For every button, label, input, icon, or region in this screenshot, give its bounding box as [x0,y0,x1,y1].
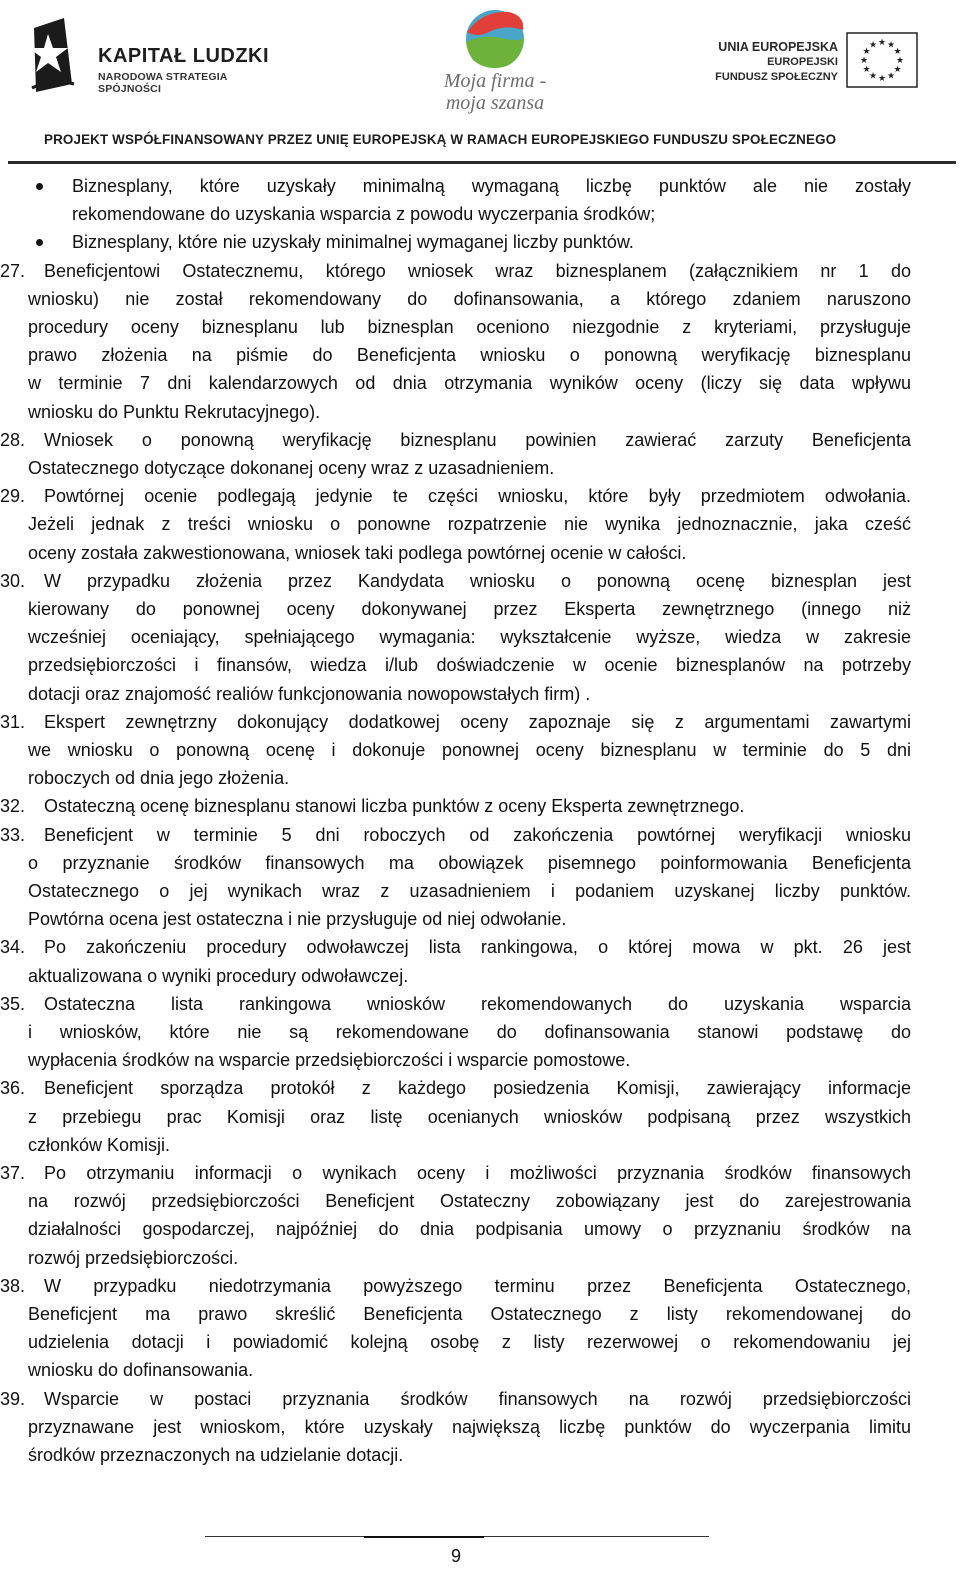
text-line: przyznawane jest wnioskom, które uzyskały największą liczbę punktów do wyczerpania limitu [28,1416,911,1437]
text-line: oceny została zakwestionowana, wniosek taki podlega powtórnej ocenie w całości. [28,542,687,563]
text-line: kierowany do ponownej oceny dokonywanej przez Eksperta zewnętrznego (innego niż [28,599,911,619]
text-line: W przypadku niedotrzymania powyższego terminu przez Beneficjenta Ostatecznego, [44,1275,911,1296]
text-line: Jeżeli jednak z treści wniosku o ponowne rozpatrzenie nie wynika jednoznacznie, jaka cześć [28,514,911,535]
text-line: członków Komisji. [28,1134,171,1155]
svg-text:★: ★ [895,56,905,66]
moja-firma-line2: moja szansa [445,92,545,114]
text-line: Ostateczną ocenę biznesplanu stanowi liczba punktów z oceny Eksperta zewnętrznego. [44,796,745,817]
moja-firma-logo [425,8,565,118]
list-item-number: 36. [0,1078,26,1099]
svg-text:★: ★ [886,71,896,82]
text-line: na rozwój przedsiębiorczości Beneficjent Ostateczny zobowiązany jest do zarejestrowania [28,1191,911,1212]
text-line: wniosku) nie został rekomendowany do dofinansowania, a którego zdaniem naruszono [28,288,911,309]
footer-divider-accent [364,1536,484,1538]
bullet-icon [36,183,43,190]
text-line: aktualizowana o wyniki procedury odwoławczej. [28,965,409,986]
unia-europejska-logo [700,28,950,98]
text-line: Ostatecznego o jej wynikach wraz z uzasadnieniem i podaniem uzyskanej liczby punktów. [28,881,911,901]
svg-text:★: ★ [893,65,902,75]
text-line: Beneficjent ma prawo skreślić Beneficjenta Ostatecznego z listy rekomendowanej do [28,1304,911,1324]
svg-text:★: ★ [868,71,878,82]
text-line: rozwój przedsiębiorczości. [28,1247,239,1268]
page-number: 9 [450,1546,461,1566]
list-item-number: 28. [0,429,26,450]
text-line: środków przeznaczonych na udzielanie dotacji. [28,1445,404,1465]
text-line: prawo złożenia na piśmie do Beneficjenta wniosku o ponowną weryfikację biznesplanu [28,345,911,366]
text-line: procedury oceny biznesplanu lub biznesplan oceniono niezgodnie z kryteriami, przysługuje [28,317,911,337]
text-line: Ostateczna lista rankingowa wniosków rekomendowanych do uzyskania wsparcia [44,993,911,1014]
text-line: o przyznanie środków finansowych ma obowiązek pisemnego poinformowania Beneficjenta [28,852,911,873]
kapital-ludzki-emblem-icon [26,14,86,104]
ue-line3: FUNDUSZ SPOŁECZNY [715,71,838,83]
svg-text:★: ★ [877,74,887,84]
svg-text:★: ★ [862,47,871,57]
kapital-ludzki-subtitle: NARODOWA STRATEGIA SPÓJNOŚCI [98,71,228,95]
text-line: Beneficjent w terminie 5 dni roboczych od zakończenia powtórnej weryfikacji wniosku [44,824,911,845]
text-line: rekomendowane do uzyskania wsparcia z powodu wyczerpania środków; [72,204,656,225]
list-item-number: 34. [0,937,26,958]
svg-text:★: ★ [868,40,878,51]
text-line: Biznesplany, które nie uzyskały minimalnej wymaganej liczby punktów. [72,232,634,253]
text-line: Beneficjentowi Ostatecznemu, którego wniosek wraz biznesplanem (załącznikiem nr 1 do [44,260,911,281]
project-cofinancing-banner: PROJEKT WSPÓŁFINANSOWANY PRZEZ UNIĘ EUROPEJSKĄ W RAMACH EUROPEJSKIEGO FUNDUSZU SPOŁECZNEGO [44,132,837,147]
ue-line1: UNIA EUROPEJSKA [718,40,838,54]
text-line: Ekspert zewnętrzny dokonujący dodatkowej oceny zapoznaje się z argumentami zawartymi [44,711,911,732]
text-line: Ostatecznego dotyczące dokonanej oceny wraz z uzasadnieniem. [28,458,555,478]
text-line: dotacji oraz znajomość realiów funkcjonowania nowopowstałych firm) . [28,683,591,704]
text-line: roboczych od dnia jego złożenia. [28,768,290,789]
page-header [0,0,960,166]
text-line: działalności gospodarczej, najpóźniej do dnia podpisania umowy o przyznaniu środków na [28,1219,911,1240]
moja-firma-globe-icon [425,8,565,70]
text-line: Powtórnej ocenie podlegają jedynie te części wniosku, które były przedmiotem odwołania. [44,486,911,507]
text-line: Beneficjent sporządza protokół z każdego posiedzenia Komisji, zawierający informacje [44,1078,911,1099]
list-item-number: 35. [0,993,26,1014]
text-line: w terminie 7 dni kalendarzowych od dnia otrzymania wyników oceny (liczy się data wpływu [28,373,911,394]
text-line: Po otrzymaniu informacji o wynikach oceny i możliwości przyznania środków finansowych [44,1163,911,1183]
text-line: wypłacenia środków na wsparcie przedsiębiorczości i wsparcie pomostowe. [28,1050,631,1071]
list-item-number: 39. [0,1388,26,1409]
header-divider [8,161,956,164]
text-line: Wniosek o ponowną weryfikację biznesplanu powinien zawierać zarzuty Beneficjenta [44,429,911,450]
text-line: W przypadku złożenia przez Kandydata wniosku o ponowną ocenę biznesplan jest [44,570,911,591]
kapital-ludzki-title: KAPITAŁ LUDZKI [98,45,270,67]
text-line: Powtórna ocena jest ostateczna i nie przysługuje od niej odwołanie. [28,909,567,930]
list-item-number: 29. [0,486,26,507]
text-line: i wniosków, które nie są rekomendowane do dofinansowania stanowi podstawę do [28,1022,911,1042]
svg-text:★: ★ [877,38,887,48]
eu-flag-icon [846,32,918,88]
svg-text:★: ★ [859,56,869,66]
text-line: z przebiegu prac Komisji oraz listę ocenianych wniosków podpisaną przez wszystkich [28,1106,911,1127]
list-item-number: 31. [0,711,26,732]
text-line: udzielenia dotacji i powiadomić kolejną osobę z listy rezerwowej o rekomendowaniu jej [28,1332,911,1353]
list-item-number: 38. [0,1275,26,1296]
text-line: we wniosku o ponowną ocenę i dokonuje ponownej oceny biznesplanu w terminie do 5 dni [28,740,911,760]
text-line: wniosku do dofinansowania. [28,1360,254,1381]
text-line: Biznesplany, które uzyskały minimalną wymaganą liczbę punktów ale nie zostały [72,176,911,196]
text-line: Wsparcie w postaci przyznania środków finansowych na rozwój przedsiębiorczości [44,1388,911,1409]
svg-text:★: ★ [893,47,902,57]
svg-text:★: ★ [862,65,871,75]
text-line: przedsiębiorczości i finansów, wiedza i/lub doświadczenie w ocenie biznesplanów na potrzeby [28,655,911,676]
kapital-ludzki-logo [26,14,286,104]
list-item-number: 33. [0,824,26,845]
list-item-number: 37. [0,1163,26,1183]
svg-text:★: ★ [886,40,896,51]
list-item-number: 30. [0,570,26,591]
list-item-number: 32. [0,796,26,817]
moja-firma-line1: Moja firma - [443,70,547,92]
text-line: wcześniej oceniający, spełniającego wymagania: wykształcenie wyższe, wiedza w zakresie [28,627,911,648]
text-line: Po zakończeniu procedury odwoławczej lista rankingowa, o której mowa w pkt. 26 jest [44,937,911,958]
bullet-icon [36,239,43,246]
text-line: wniosku do Punktu Rekrutacyjnego). [28,401,321,422]
ue-line2: EUROPEJSKI [767,56,838,68]
list-item-number: 27. [0,260,26,281]
